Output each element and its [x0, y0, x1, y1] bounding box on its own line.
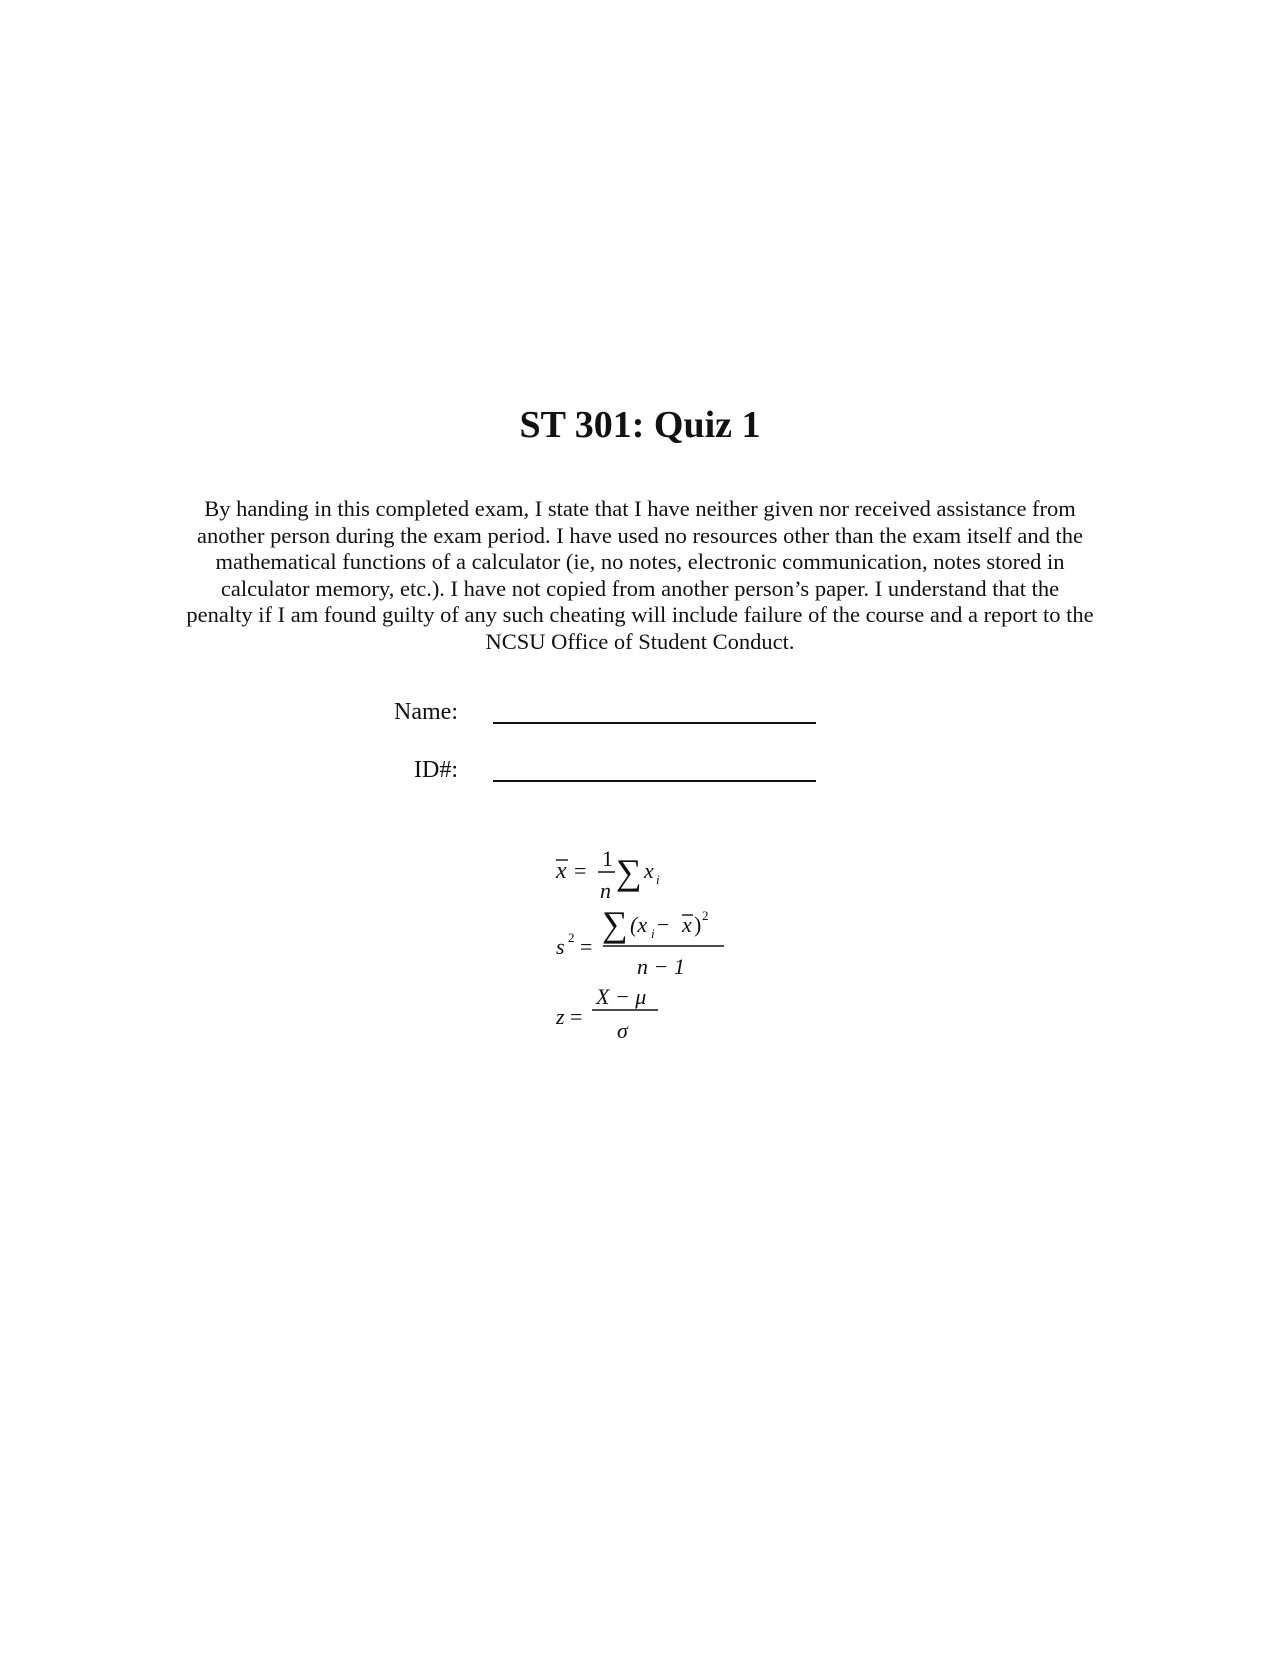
id-label: ID#:: [414, 757, 458, 783]
zscore-equals: =: [570, 1004, 583, 1029]
formula-sheet: [540, 840, 740, 1060]
variance-numerator-open: (x: [630, 912, 648, 937]
honor-statement: By handing in this completed exam, I state that I have neither given nor received assistance from another person during the exam period. I have used no resources other than the exam itself and the mathematical functions of a calculator (ie, no notes, electronic communication, notes stored in calculator memory, etc.). I have not copied from another person’s paper. I understand that the penalty if I am found guilty of any such cheating will include failure of the course and a report to the NCSU Office of Student Conduct.: [186, 496, 1094, 654]
variance-numerator-xbar: x: [682, 912, 692, 937]
name-label: Name:: [394, 699, 458, 725]
name-blank-line[interactable]: [493, 722, 816, 724]
zscore-lhs: z: [556, 1004, 565, 1029]
variance-lhs: s: [556, 934, 565, 959]
mean-numerator: 1: [602, 846, 613, 871]
variance-sum-sign: ∑: [602, 904, 628, 944]
zscore-numerator: X − μ: [596, 984, 647, 1009]
variance-numerator-subscript: i: [651, 926, 655, 941]
variance-denominator: n − 1: [637, 954, 685, 979]
quiz-title: ST 301: Quiz 1: [519, 404, 761, 446]
variance-numerator-close: ): [694, 912, 702, 937]
mean-sum-sign: ∑: [616, 852, 642, 892]
mean-term-subscript: i: [656, 872, 660, 887]
zscore-denominator: σ: [617, 1018, 628, 1043]
id-blank-line[interactable]: [493, 780, 816, 782]
formula-graphic: [540, 840, 740, 1060]
variance-equals: =: [580, 934, 593, 959]
variance-numerator-superscript: 2: [702, 908, 709, 923]
mean-lhs: x: [556, 858, 567, 884]
variance-numerator-minus: −: [657, 912, 670, 937]
variance-lhs-superscript: 2: [568, 930, 575, 945]
zscore-formula: [555, 984, 658, 1043]
variance-formula: [556, 904, 724, 979]
mean-term: x: [644, 858, 654, 883]
id-field[interactable]: [0, 758, 1280, 794]
mean-denominator: n: [600, 878, 611, 903]
name-field[interactable]: [0, 700, 1280, 736]
mean-formula: [555, 846, 660, 903]
mean-equals: =: [574, 858, 587, 883]
